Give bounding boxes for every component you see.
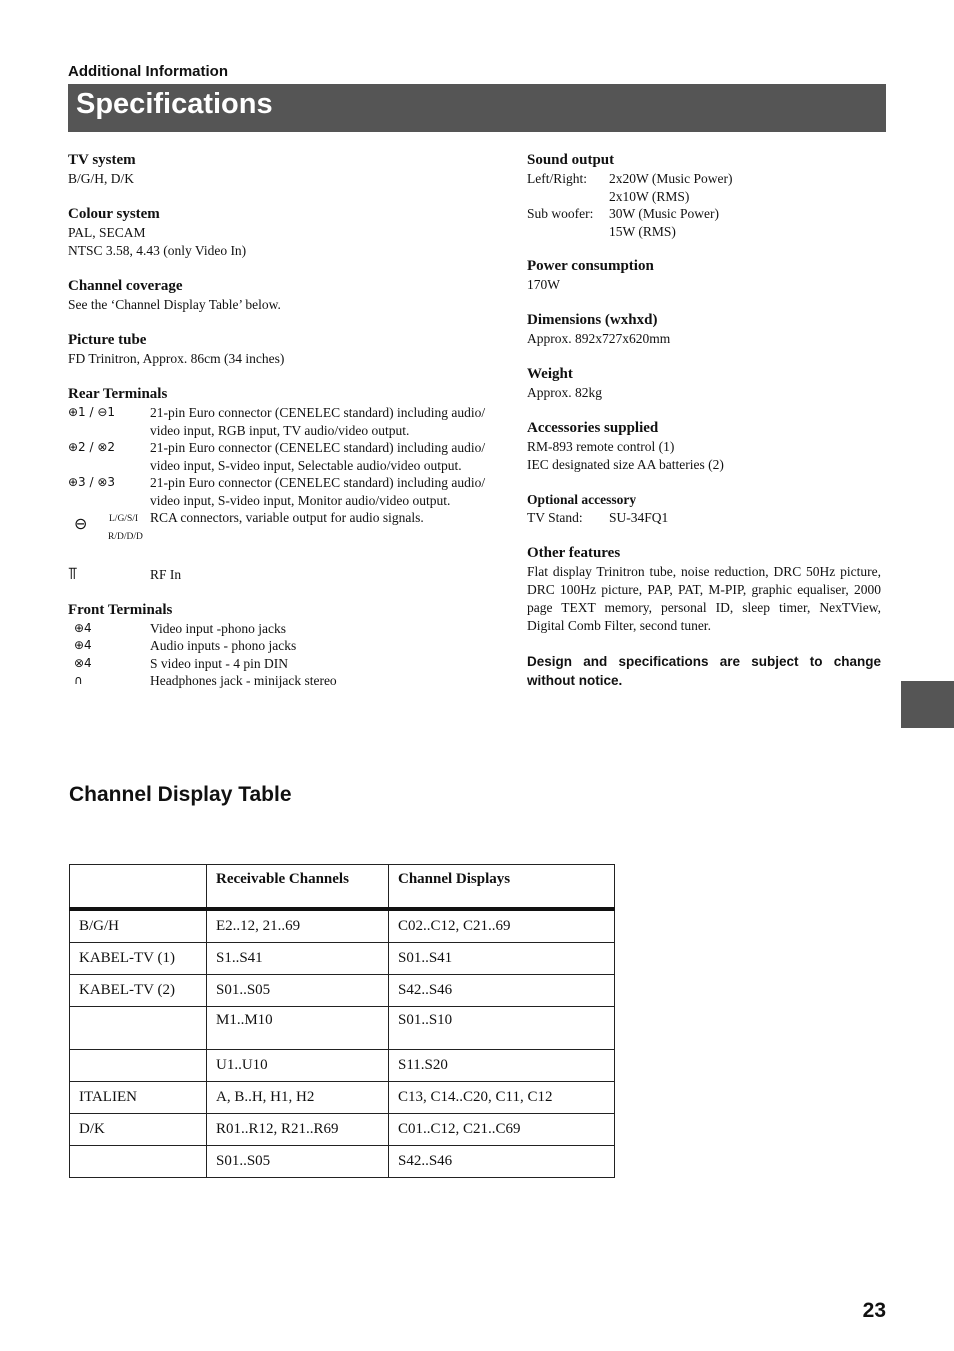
headphones-icon: ∩	[74, 673, 83, 687]
terminal-desc: 21-pin Euro connector (CENELEC standard) including audio/ video input, S-video input, Monitor audio/video output.	[150, 475, 486, 508]
terminal-row	[68, 439, 513, 474]
table-cell: C02..C12, C21..69	[389, 909, 615, 943]
euro-connector-1-icon: ⊕1 / ⊖1	[68, 405, 116, 419]
sound-row	[527, 205, 881, 223]
sound-label: Left/Right:	[527, 171, 587, 186]
terminal-row	[68, 655, 513, 673]
spec-heading: Other features	[527, 544, 621, 561]
sound-label	[527, 188, 609, 206]
spec-heading: Rear Terminals	[68, 386, 168, 402]
terminal-desc: S video input - 4 pin DIN	[150, 655, 288, 671]
spec-heading: Accessories supplied	[527, 420, 659, 436]
euro-connector-3-icon: ⊕3 / ⊗3	[68, 475, 116, 489]
spec-value: See the ‘Channel Display Table’ below.	[68, 297, 281, 312]
table-row	[70, 1114, 615, 1146]
table-cell: M1..M10	[207, 1007, 389, 1050]
table-cell: S1..S41	[207, 943, 389, 975]
spec-power	[527, 257, 881, 294]
terminal-row	[68, 620, 513, 638]
spec-value: NTSC 3.58, 4.43 (only Video In)	[68, 243, 247, 258]
sound-label: Sub woofer:	[527, 206, 594, 221]
spec-heading: Sound output	[527, 152, 615, 168]
table-cell: S01..S41	[389, 943, 615, 975]
table-row	[70, 943, 615, 975]
sound-row	[527, 223, 881, 241]
spec-heading: Channel coverage	[68, 278, 183, 294]
terminal-row	[68, 637, 513, 655]
spec-colour-system	[68, 205, 513, 260]
spec-heading: Power consumption	[527, 258, 654, 274]
sound-row	[527, 188, 881, 206]
table-row	[70, 1146, 615, 1178]
table-header-cell	[70, 865, 207, 910]
spec-heading: Weight	[527, 366, 573, 382]
spec-tv-system	[68, 151, 513, 188]
table-cell: S11.S20	[389, 1050, 615, 1082]
spec-value: Approx. 892x727x620mm	[527, 331, 671, 346]
sound-value: 2x20W (Music Power)	[609, 171, 733, 186]
table-cell	[70, 1050, 207, 1082]
spec-dimensions	[527, 311, 881, 348]
terminal-row	[68, 672, 513, 690]
sound-row	[527, 170, 881, 188]
table-cell: C13, C14..C20, C11, C12	[389, 1082, 615, 1114]
table-cell: S42..S46	[389, 1146, 615, 1178]
change-notice: Design and specifications are subject to change without notice.	[527, 653, 881, 688]
audio-out-sublabel-top: L/G/S/I	[109, 514, 139, 524]
euro-connector-2-icon: ⊕2 / ⊗2	[68, 440, 116, 454]
spec-accessories	[527, 419, 881, 474]
table-row	[70, 909, 615, 943]
section-label: Additional Information	[68, 63, 228, 80]
audio-out-icon-group	[68, 509, 150, 561]
table-row	[70, 975, 615, 1007]
sound-value: 2x10W (RMS)	[609, 188, 690, 204]
terminal-desc: 21-pin Euro connector (CENELEC standard) including audio/ video input, RGB input, TV audio/video output.	[150, 405, 486, 438]
optional-row	[527, 509, 881, 527]
spec-value: RM-893 remote control (1)	[527, 439, 675, 454]
table-cell: S01..S10	[389, 1007, 615, 1050]
spec-picture-tube	[68, 331, 513, 368]
spec-heading: TV system	[68, 152, 136, 168]
spec-value: PAL, SECAM	[68, 225, 146, 240]
terminal-desc: Video input -phono jacks	[150, 620, 287, 636]
video-input-icon: ⊕4	[74, 620, 92, 635]
table-cell	[70, 1007, 207, 1050]
table-cell	[70, 1146, 207, 1178]
terminal-desc: Audio inputs - phono jacks	[150, 638, 297, 653]
table-title: Channel Display Table	[69, 783, 292, 806]
spec-rear-terminals	[68, 385, 513, 584]
terminal-desc: Headphones jack - minijack stereo	[150, 673, 337, 688]
table-cell: U1..U10	[207, 1050, 389, 1082]
spec-value: IEC designated size AA batteries (2)	[527, 457, 724, 472]
optional-value: SU-34FQ1	[609, 510, 669, 525]
antenna-icon: ⫪	[68, 564, 78, 584]
spec-channel-coverage	[68, 277, 513, 314]
terminal-desc: 21-pin Euro connector (CENELEC standard) including audio/ video input, S-video input, Selectable audio/video output.	[150, 440, 486, 473]
table-header-cell: Channel Displays	[389, 865, 615, 910]
spec-optional-accessory	[527, 491, 881, 527]
spec-value: Approx. 82kg	[527, 385, 602, 400]
side-tab	[901, 681, 954, 728]
terminal-row	[68, 566, 513, 584]
right-column	[527, 151, 881, 690]
terminal-desc: RCA connectors, variable output for audio signals.	[150, 510, 424, 525]
audio-out-icon: ⊖	[74, 514, 88, 533]
left-column	[68, 151, 513, 707]
audio-out-sublabel-bottom: R/D/D/D	[108, 532, 143, 542]
spec-sound-output	[527, 151, 881, 240]
table-cell: ITALIEN	[70, 1082, 207, 1114]
title-bar	[68, 84, 886, 132]
optional-label: TV Stand:	[527, 510, 583, 525]
table-cell: E2..12, 21..69	[207, 909, 389, 943]
terminal-row	[68, 474, 513, 509]
table-cell: KABEL-TV (1)	[70, 943, 207, 975]
spec-value: B/G/H, D/K	[68, 171, 135, 186]
table-row	[70, 1082, 615, 1114]
spec-value: FD Trinitron, Approx. 86cm (34 inches)	[68, 351, 285, 366]
sound-value: 30W (Music Power)	[609, 206, 719, 221]
terminal-row	[68, 404, 513, 439]
table-cell: R01..R12, R21..R69	[207, 1114, 389, 1146]
table-header-row	[70, 865, 615, 910]
spec-value: Flat display Trinitron tube, noise reduction, DRC 50Hz picture, DRC 100Hz picture, PAP, PAT, M-PIP, graphic equaliser, 2000 page TEXT memory, personal ID, sleep timer, NexTView, Digital Comb Filter, second tuner.	[527, 563, 881, 633]
table-header-cell: Receivable Channels	[207, 865, 389, 910]
table-cell: B/G/H	[70, 909, 207, 943]
table-row	[70, 1050, 615, 1082]
s-video-input-icon: ⊗4	[74, 655, 92, 670]
spec-front-terminals	[68, 601, 513, 690]
spec-weight	[527, 365, 881, 402]
spec-heading: Dimensions (wxhxd)	[527, 312, 658, 328]
table-cell: KABEL-TV (2)	[70, 975, 207, 1007]
table-cell: S42..S46	[389, 975, 615, 1007]
spec-heading: Picture tube	[68, 332, 147, 348]
spec-other-features	[527, 544, 881, 635]
table-cell: S01..S05	[207, 975, 389, 1007]
audio-input-icon: ⊕4	[74, 638, 92, 652]
table-cell: C01..C12, C21..C69	[389, 1114, 615, 1146]
page-number: 23	[862, 1299, 886, 1322]
table-cell: D/K	[70, 1114, 207, 1146]
terminal-desc: RF In	[150, 567, 182, 582]
spec-subheading: Optional accessory	[527, 492, 637, 507]
spec-value: 170W	[527, 277, 560, 292]
terminal-row	[68, 509, 513, 561]
sound-value: 15W (RMS)	[609, 223, 676, 239]
spec-heading: Front Terminals	[68, 601, 173, 618]
spec-heading: Colour system	[68, 206, 160, 222]
table-row	[70, 1007, 615, 1050]
sound-label	[527, 223, 609, 241]
table-cell: A, B..H, H1, H2	[207, 1082, 389, 1114]
table-cell: S01..S05	[207, 1146, 389, 1178]
page-title: Specifications	[76, 88, 273, 120]
channel-table	[69, 864, 615, 1178]
